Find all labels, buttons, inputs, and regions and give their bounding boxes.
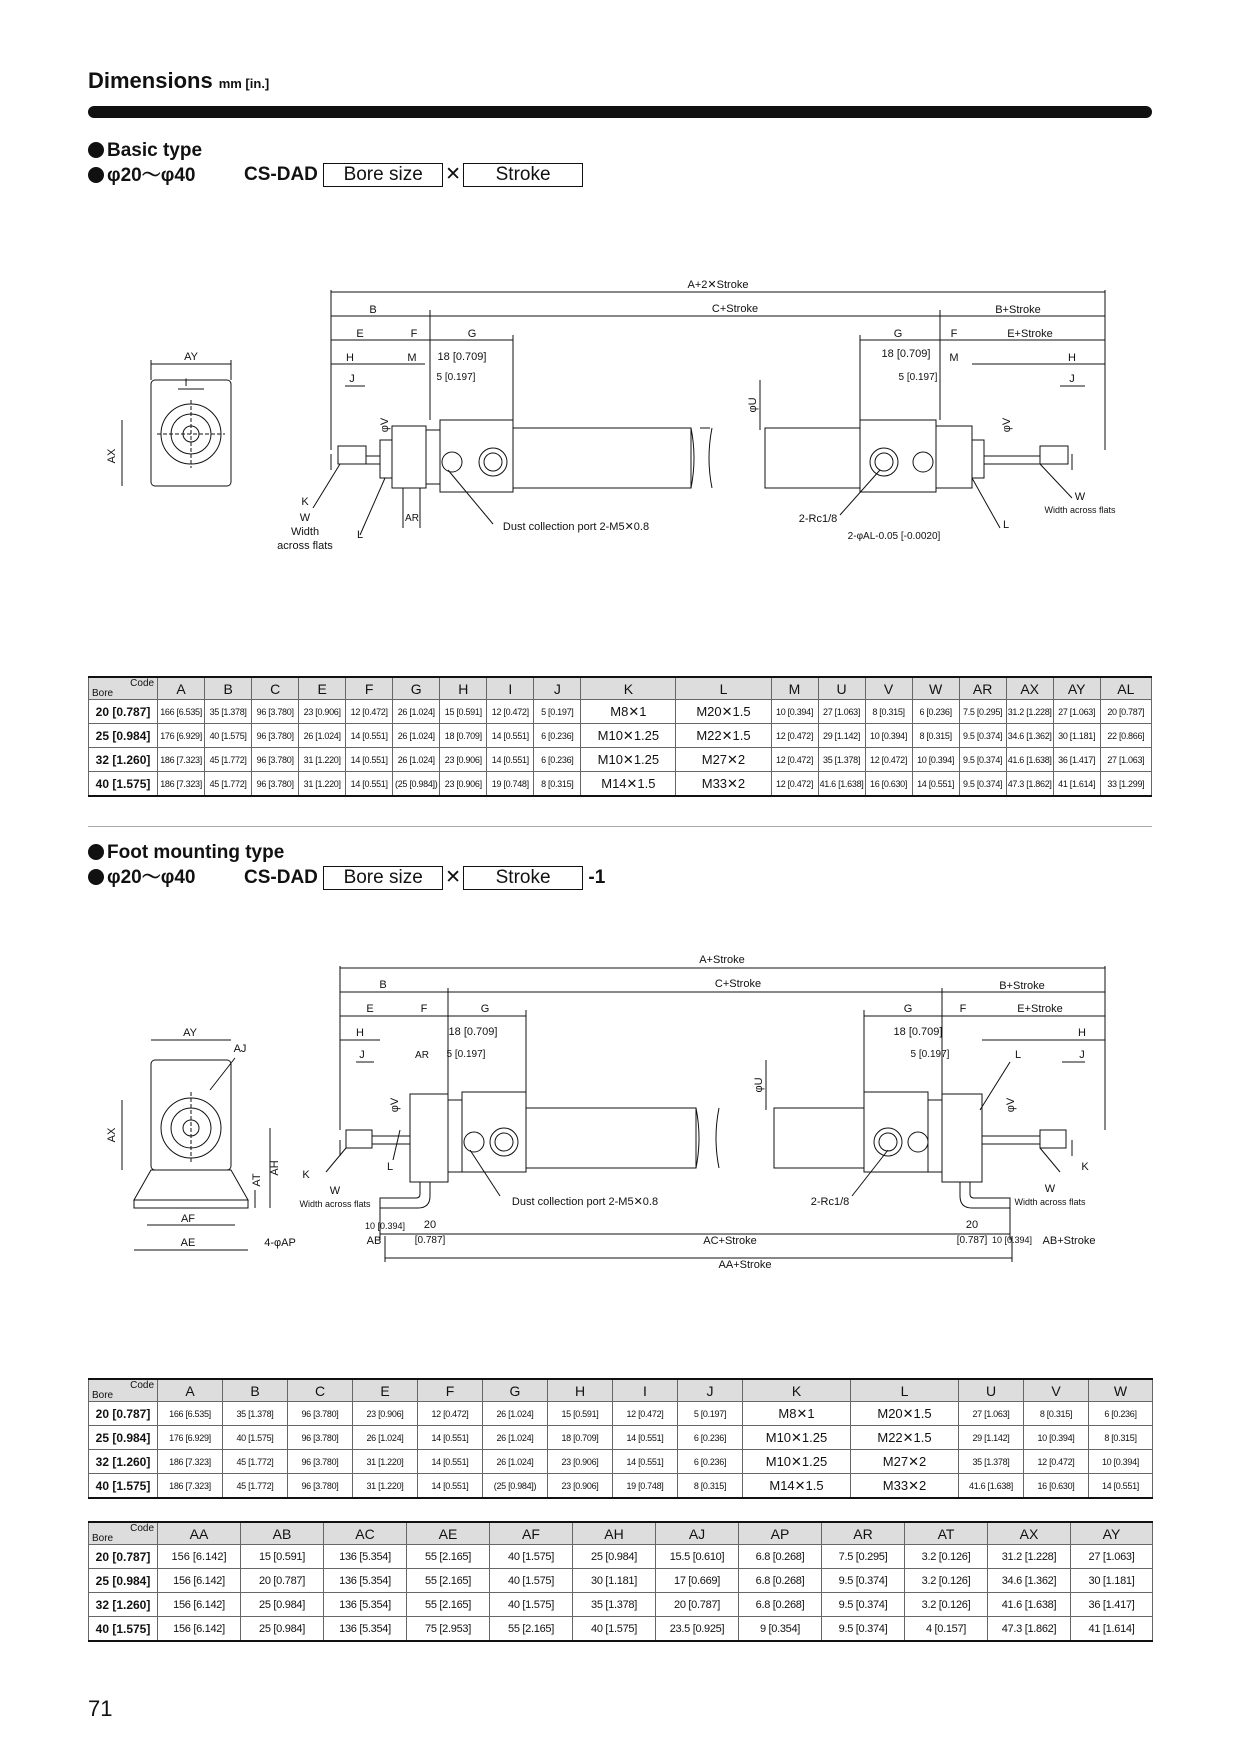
table-corner: Code Bore (89, 677, 158, 700)
svg-text:AE: AE (180, 1237, 196, 1249)
table-row: 32 [1.260] 186 [7.323] 45 [1.772] 96 [3.780] 31 [1.220] 14 [0.551] 26 [1.024] 23 [0.906] 14 [0.551] 6 [0.236] M10✕1.25 M27✕2 12 [0.472] 35 [1.378] 12 [0.472] 10 [0.394] 9.5 [0.374] 41.6 [1.638] 36 [1.417] 27 [1.063] (89, 748, 1152, 772)
svg-text:H: H (1078, 1027, 1086, 1039)
foot-model-code: CS-DAD Bore size ✕ Stroke -1 (244, 867, 606, 889)
section-divider (88, 826, 1152, 827)
svg-text:H: H (346, 352, 354, 364)
table-row: 20 [0.787] 156 [6.142] 15 [0.591] 136 [5.354] 55 [2.165] 40 [1.575] 25 [0.984] 15.5 [0.610] 6.8 [0.268] 7.5 [0.295] 3.2 [0.126] 31.2 [1.228] 27 [1.063] (89, 1545, 1153, 1569)
svg-text:C+Stroke: C+Stroke (711, 303, 759, 315)
svg-text:AR: AR (415, 1050, 429, 1061)
svg-text:5 [0.197]: 5 [0.197] (446, 1049, 486, 1060)
svg-text:B+Stroke: B+Stroke (995, 304, 1041, 316)
svg-text:E: E (366, 1003, 374, 1015)
table-corner: Code Bore (89, 1379, 158, 1402)
table-row: 40 [1.575] 186 [7.323] 45 [1.772] 96 [3.780] 31 [1.220] 14 [0.551] (25 [0.984]) 23 [0.906] 19 [0.748] 8 [0.315] M14✕1.5 M33✕2 41.6 [1.638] 16 [0.630] 14 [0.551] (89, 1474, 1153, 1499)
svg-text:AF: AF (180, 1213, 196, 1225)
svg-text:E: E (356, 328, 364, 340)
svg-text:K: K (1081, 1161, 1089, 1173)
svg-text:F: F (950, 328, 958, 340)
title-rule (88, 106, 1152, 118)
svg-text:F: F (410, 328, 418, 340)
svg-text:Width across flats: Width across flats (1014, 1197, 1086, 1207)
svg-text:4-φAP: 4-φAP (264, 1237, 296, 1249)
svg-text:[0.787]: [0.787] (956, 1235, 988, 1246)
table-row: 20 [0.787] 166 [6.535] 35 [1.378] 96 [3.780] 23 [0.906] 12 [0.472] 26 [1.024] 15 [0.591] 12 [0.472] 5 [0.197] M8✕1 M20✕1.5 10 [0.394] 27 [1.063] 8 [0.315] 6 [0.236] 7.5 [0.295] 31.2 [1.228] 27 [1.063] 20 [0.787] (89, 700, 1152, 724)
svg-text:Dust collection port 2-M5✕0.8: Dust collection port 2-M5✕0.8 (511, 1196, 659, 1208)
svg-text:18 [0.709]: 18 [0.709] (437, 351, 487, 363)
svg-text:H: H (356, 1027, 364, 1039)
units-label: mm [in.] (218, 76, 270, 91)
svg-text:M: M (949, 352, 959, 364)
table-row: 25 [0.984] 176 [6.929] 40 [1.575] 96 [3.780] 26 [1.024] 14 [0.551] 26 [1.024] 18 [0.709] 14 [0.551] 6 [0.236] M10✕1.25 M22✕1.5 29 [1.142] 10 [0.394] 8 [0.315] (89, 1426, 1153, 1450)
svg-text:2-φAL-0.05 [-0.0020]: 2-φAL-0.05 [-0.0020] (847, 531, 941, 542)
table-row: 32 [1.260] 186 [7.323] 45 [1.772] 96 [3.780] 31 [1.220] 14 [0.551] 26 [1.024] 23 [0.906] 14 [0.551] 6 [0.236] M10✕1.25 M27✕2 35 [1.378] 12 [0.472] 10 [0.394] (89, 1450, 1153, 1474)
svg-text:AC+Stroke: AC+Stroke (703, 1235, 757, 1247)
svg-text:J: J (349, 373, 355, 385)
svg-text:10 [0.394]: 10 [0.394] (364, 1221, 406, 1231)
bore-size-box: Bore size (323, 866, 443, 890)
svg-text:G: G (480, 1003, 490, 1015)
svg-text:20: 20 (423, 1219, 437, 1231)
svg-text:Width: Width (290, 526, 320, 538)
svg-text:Dust collection port 2-M5✕0.8: Dust collection port 2-M5✕0.8 (502, 521, 650, 533)
svg-text:W: W (1074, 491, 1086, 503)
svg-text:J: J (1069, 373, 1075, 385)
svg-text:5 [0.197]: 5 [0.197] (436, 372, 476, 383)
svg-text:AX: AX (106, 448, 118, 464)
foot-mounting-drawing (0, 950, 1240, 1280)
svg-text:18 [0.709]: 18 [0.709] (448, 1026, 498, 1038)
stroke-box: Stroke (463, 866, 583, 890)
svg-text:5 [0.197]: 5 [0.197] (898, 372, 938, 383)
svg-text:[0.787]: [0.787] (414, 1235, 446, 1246)
svg-text:AT: AT (251, 1173, 263, 1187)
svg-text:G: G (903, 1003, 913, 1015)
svg-text:φV: φV (1001, 417, 1013, 433)
model-suffix: -1 (588, 867, 606, 889)
svg-text:20: 20 (965, 1219, 979, 1231)
svg-text:L: L (356, 529, 364, 541)
bore-size-box: Bore size (323, 163, 443, 187)
svg-text:φU: φU (747, 397, 759, 413)
svg-text:AJ: AJ (233, 1043, 247, 1055)
svg-text:AY: AY (184, 351, 198, 363)
svg-text:B: B (379, 979, 387, 991)
table-corner: Code Bore (89, 1522, 158, 1545)
foot-dimension-table-1: Code Bore A B C E F G H I J K L U V W 20 [0.787] 166 [6.535] 35 [1.378] 96 [3.780] 23 [0.906] 12 [0.472] 26 [1.024] 15 [0.591] 12 [0.472] 5 [0.197] M8✕1 M20✕1.5 27 [1.063] 8 [0.315] 6 [0.236] 25 [0.984] 176 [6.929] 40 [1.575] 96 [3.780] 26 [1.024] 14 [0.551] 26 [1.024] 18 [0.709] 14 [0.551] 6 [0.236] M10✕1.25 M22✕1.5 29 [1.142] 10 [0.394] 8 [0.315] 32 [1.260] 186 [7.323] 45 [1.772] 96 [3.780] 31 [1.220] 14 [0.551] 26 [1.024] 23 [0.906] 14 [0.551] 6 [0.236] M10✕1.25 M27✕2 35 [1.378] 12 [0.472] 10 [0.394] 40 [1.575] 186 [7.323] 45 [1.772] 96 [3.780] 31 [1.220] 14 [0.551] (25 [0.984]) 23 [0.906] 19 [0.748] 8 [0.315] M14✕1.5 M33✕2 41.6 [1.638] 16 [0.630] 14 [0.551] (88, 1378, 1153, 1499)
page-number: 71 (88, 1696, 113, 1721)
svg-text:M: M (407, 352, 417, 364)
svg-text:AH: AH (269, 1160, 281, 1176)
table-row: 25 [0.984] 156 [6.142] 20 [0.787] 136 [5.354] 55 [2.165] 40 [1.575] 30 [1.181] 17 [0.669] 6.8 [0.268] 9.5 [0.374] 3.2 [0.126] 34.6 [1.362] 30 [1.181] (89, 1569, 1153, 1593)
svg-text:φV: φV (379, 417, 391, 433)
foot-dimension-table-2: Code Bore AA AB AC AE AF AH AJ AP AR AT AX AY 20 [0.787] 156 [6.142] 15 [0.591] 136 [5.354] 55 [2.165] 40 [1.575] 25 [0.984] 15.5 [0.610] 6.8 [0.268] 7.5 [0.295] 3.2 [0.126] 31.2 [1.228] 27 [1.063] 25 [0.984] 156 [6.142] 20 [0.787] 136 [5.354] 55 [2.165] 40 [1.575] 30 [1.181] 17 [0.669] 6.8 [0.268] 9.5 [0.374] 3.2 [0.126] 34.6 [1.362] 30 [1.181] 32 [1.260] 156 [6.142] 25 [0.984] 136 [5.354] 55 [2.165] 40 [1.575] 35 [1.378] 20 [0.787] 6.8 [0.268] 9.5 [0.374] 3.2 [0.126] 41.6 [1.638] 36 [1.417] 40 [1.575] 156 [6.142] 25 [0.984] 136 [5.354] 75 [2.953] 55 [2.165] 40 [1.575] 23.5 [0.925] 9 [0.354] 9.5 [0.374] 4 [0.157] 47.3 [1.862] 41 [1.614] (88, 1521, 1153, 1642)
svg-text:F: F (420, 1003, 428, 1015)
svg-text:18 [0.709]: 18 [0.709] (881, 348, 931, 360)
basic-dimension-table: Code Bore A B C E F G H I J K L M U V W AR AX AY AL 20 [0.787] 166 [6.535] 35 [1.378] 96 [3.780] 23 [0.906] 12 [0.472] 26 [1.024] 15 [0.591] 12 [0.472] 5 [0.197] M8✕1 M20✕1.5 10 [0.394] 27 [1.063] 8 [0.315] 6 [0.236] 7.5 [0.295] 31.2 [1.228] 27 [1.063] 20 [0.787] 25 [0.984] 176 [6.929] 40 [1.575] 96 [3.780] 26 [1.024] 14 [0.551] 26 [1.024] 18 [0.709] 14 [0.551] 6 [0.236] M10✕1.25 M22✕1.5 12 [0.472] 29 [1.142] 10 [0.394] 8 [0.315] 9.5 [0.374] 34.6 [1.362] 30 [1.181] 22 [0.866] 32 [1.260] 186 [7.323] 45 [1.772] 96 [3.780] 31 [1.220] 14 [0.551] 26 [1.024] 23 [0.906] 14 [0.551] 6 [0.236] M10✕1.25 M27✕2 12 [0.472] 35 [1.378] 12 [0.472] 10 [0.394] 9.5 [0.374] 41.6 [1.638] 36 [1.417] 27 [1.063] 40 [1.575] 186 [7.323] 45 [1.772] 96 [3.780] 31 [1.220] 14 [0.551] (25 [0.984]) 23 [0.906] 19 [0.748] 8 [0.315] M14✕1.5 M33✕2 12 [0.472] 41.6 [1.638] 16 [0.630] 14 [0.551] 9.5 [0.374] 47.3 [1.862] 41 [1.614] 33 [1.299] (88, 676, 1152, 797)
svg-text:A+Stroke: A+Stroke (699, 954, 745, 966)
table-row: 32 [1.260] 156 [6.142] 25 [0.984] 136 [5.354] 55 [2.165] 40 [1.575] 35 [1.378] 20 [0.787] 6.8 [0.268] 9.5 [0.374] 3.2 [0.126] 41.6 [1.638] 36 [1.417] (89, 1593, 1153, 1617)
svg-text:φV: φV (1005, 1097, 1017, 1113)
svg-text:G: G (893, 328, 903, 340)
bullet-icon (88, 844, 104, 860)
svg-text:10 [0.394]: 10 [0.394] (991, 1235, 1033, 1245)
svg-text:W: W (1044, 1183, 1056, 1195)
svg-text:L: L (1014, 1049, 1022, 1061)
svg-text:AY: AY (183, 1027, 197, 1039)
svg-text:H: H (1068, 352, 1076, 364)
stroke-box: Stroke (463, 163, 583, 187)
svg-text:5 [0.197]: 5 [0.197] (910, 1049, 950, 1060)
svg-text:AB: AB (366, 1235, 382, 1247)
svg-text:φV: φV (389, 1097, 401, 1113)
svg-text:W: W (299, 512, 311, 524)
svg-text:2-Rc1/8: 2-Rc1/8 (810, 1196, 850, 1208)
svg-text:K: K (302, 1169, 310, 1181)
svg-text:L: L (386, 1161, 394, 1173)
svg-text:K: K (301, 496, 309, 508)
svg-text:AA+Stroke: AA+Stroke (718, 1259, 772, 1271)
svg-text:18 [0.709]: 18 [0.709] (893, 1026, 943, 1038)
svg-text:C+Stroke: C+Stroke (714, 978, 762, 990)
svg-text:across flats: across flats (277, 540, 333, 552)
table-row: 20 [0.787] 166 [6.535] 35 [1.378] 96 [3.780] 23 [0.906] 12 [0.472] 26 [1.024] 15 [0.591] 12 [0.472] 5 [0.197] M8✕1 M20✕1.5 27 [1.063] 8 [0.315] 6 [0.236] (89, 1402, 1153, 1426)
svg-text:AX: AX (106, 1127, 118, 1143)
svg-text:J: J (359, 1049, 365, 1061)
svg-text:Width across flats: Width across flats (299, 1199, 371, 1209)
table-row: 25 [0.984] 176 [6.929] 40 [1.575] 96 [3.780] 26 [1.024] 14 [0.551] 26 [1.024] 18 [0.709] 14 [0.551] 6 [0.236] M10✕1.25 M22✕1.5 12 [0.472] 29 [1.142] 10 [0.394] 8 [0.315] 9.5 [0.374] 34.6 [1.362] 30 [1.181] 22 [0.866] (89, 724, 1152, 748)
svg-text:E+Stroke: E+Stroke (1007, 328, 1053, 340)
svg-text:W: W (329, 1185, 341, 1197)
bullet-icon (88, 167, 104, 183)
svg-text:AB+Stroke: AB+Stroke (1042, 1235, 1096, 1247)
svg-text:φU: φU (753, 1077, 765, 1093)
svg-text:J: J (1079, 1049, 1085, 1061)
svg-text:F: F (959, 1003, 967, 1015)
page-title: Dimensions mm [in.] (88, 68, 270, 93)
svg-text:G: G (467, 328, 477, 340)
svg-text:Width across flats: Width across flats (1044, 505, 1116, 515)
svg-text:I: I (184, 377, 188, 389)
foot-type-heading: Foot mounting type φ20～φ40 (88, 840, 284, 890)
bullet-icon (88, 142, 104, 158)
svg-text:AR: AR (405, 513, 419, 524)
table-row: 40 [1.575] 156 [6.142] 25 [0.984] 136 [5.354] 75 [2.953] 55 [2.165] 40 [1.575] 23.5 [0.925] 9 [0.354] 9.5 [0.374] 4 [0.157] 47.3 [1.862] 41 [1.614] (89, 1617, 1153, 1642)
svg-text:2-Rc1/8: 2-Rc1/8 (798, 513, 838, 525)
basic-model-code: CS-DAD Bore size ✕ Stroke (244, 163, 583, 187)
svg-text:B+Stroke: B+Stroke (999, 980, 1045, 992)
table-row: 40 [1.575] 186 [7.323] 45 [1.772] 96 [3.780] 31 [1.220] 14 [0.551] (25 [0.984]) 23 [0.906] 19 [0.748] 8 [0.315] M14✕1.5 M33✕2 12 [0.472] 41.6 [1.638] 16 [0.630] 14 [0.551] 9.5 [0.374] 47.3 [1.862] 41 [1.614] 33 [1.299] (89, 772, 1152, 797)
basic-type-heading: Basic type φ20～φ40 (88, 138, 202, 188)
basic-type-drawing (0, 250, 1240, 580)
svg-text:B: B (369, 304, 377, 316)
bullet-icon (88, 869, 104, 885)
svg-text:A+2✕Stroke: A+2✕Stroke (687, 279, 749, 291)
svg-text:L: L (1002, 519, 1010, 531)
svg-text:E+Stroke: E+Stroke (1017, 1003, 1063, 1015)
